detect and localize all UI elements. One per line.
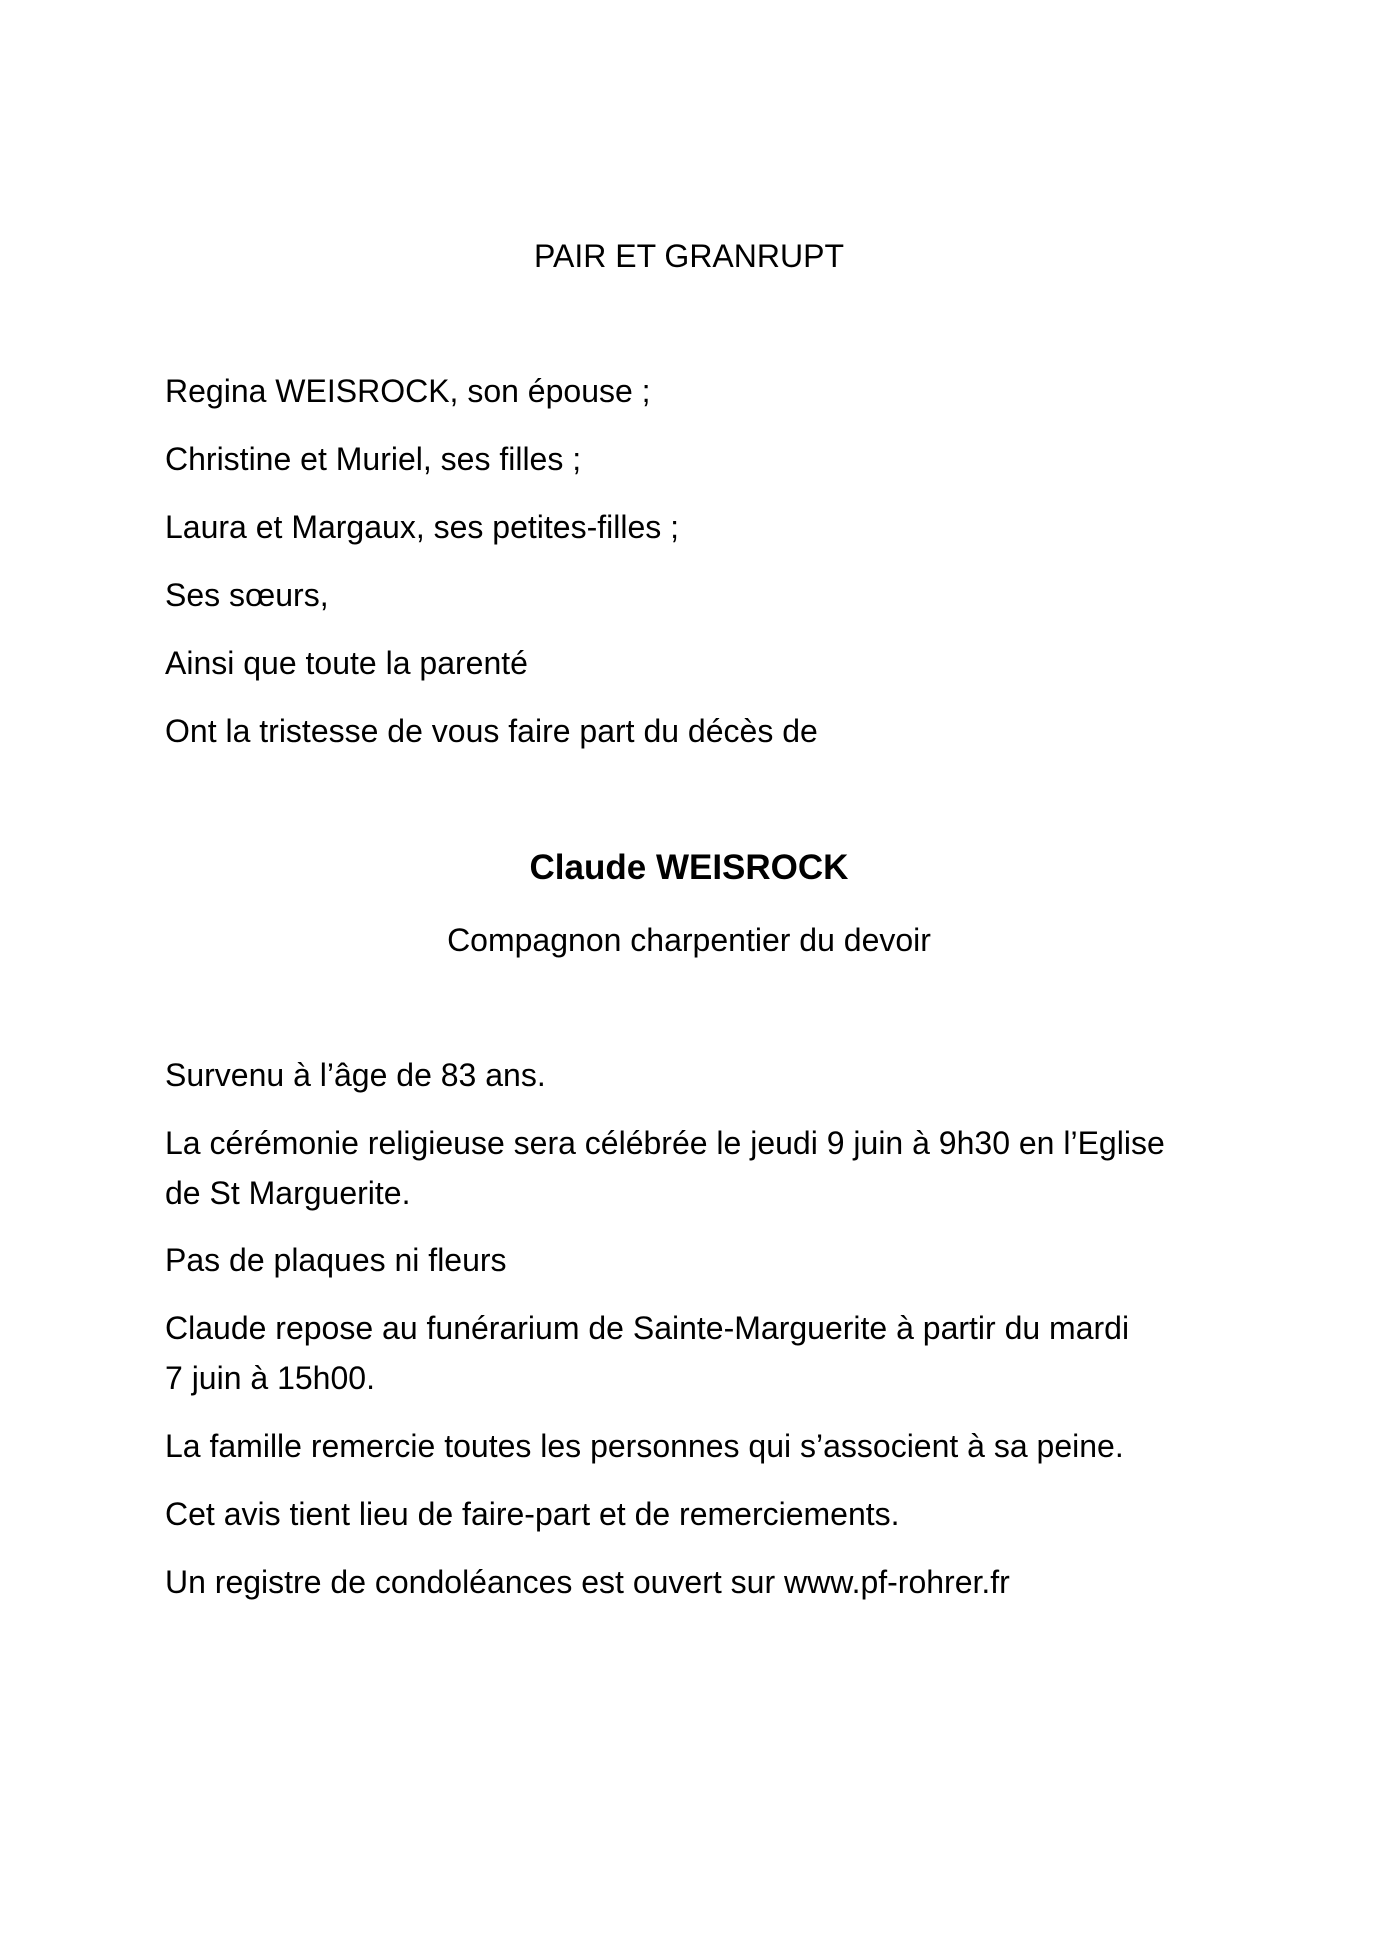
thanks-line: La famille remercie toutes les personnes qui s’associent à sa peine. [165,1428,1124,1464]
flowers-line: Pas de plaques ni fleurs [165,1242,507,1278]
location-heading: PAIR ET GRANRUPT [534,238,844,274]
deceased-name: Claude WEISROCK [529,848,849,887]
age-line: Survenu à l’âge de 83 ans. [165,1057,546,1093]
repose-line-2: 7 juin à 15h00. [165,1360,375,1396]
family-line-daughters: Christine et Muriel, ses filles ; [165,441,582,477]
repose-line-1: Claude repose au funérarium de Sainte-Marguerite à partir du mardi [165,1310,1130,1346]
ceremony-line-2: de St Marguerite. [165,1175,411,1211]
notice-line: Cet avis tient lieu de faire-part et de remerciements. [165,1496,900,1532]
register-line: Un registre de condoléances est ouvert sur www.pf-rohrer.fr [165,1564,1010,1600]
family-line-spouse: Regina WEISROCK, son épouse ; [165,373,651,409]
ceremony-line-1: La cérémonie religieuse sera célébrée le jeudi 9 juin à 9h30 en l’Eglise [165,1125,1165,1161]
deceased-title: Compagnon charpentier du devoir [447,922,931,958]
family-line-relatives: Ainsi que toute la parenté [165,645,528,681]
announcement-line: Ont la tristesse de vous faire part du décès de [165,713,818,749]
family-line-sisters: Ses sœurs, [165,577,329,613]
family-line-granddaughters: Laura et Margaux, ses petites-filles ; [165,509,680,545]
